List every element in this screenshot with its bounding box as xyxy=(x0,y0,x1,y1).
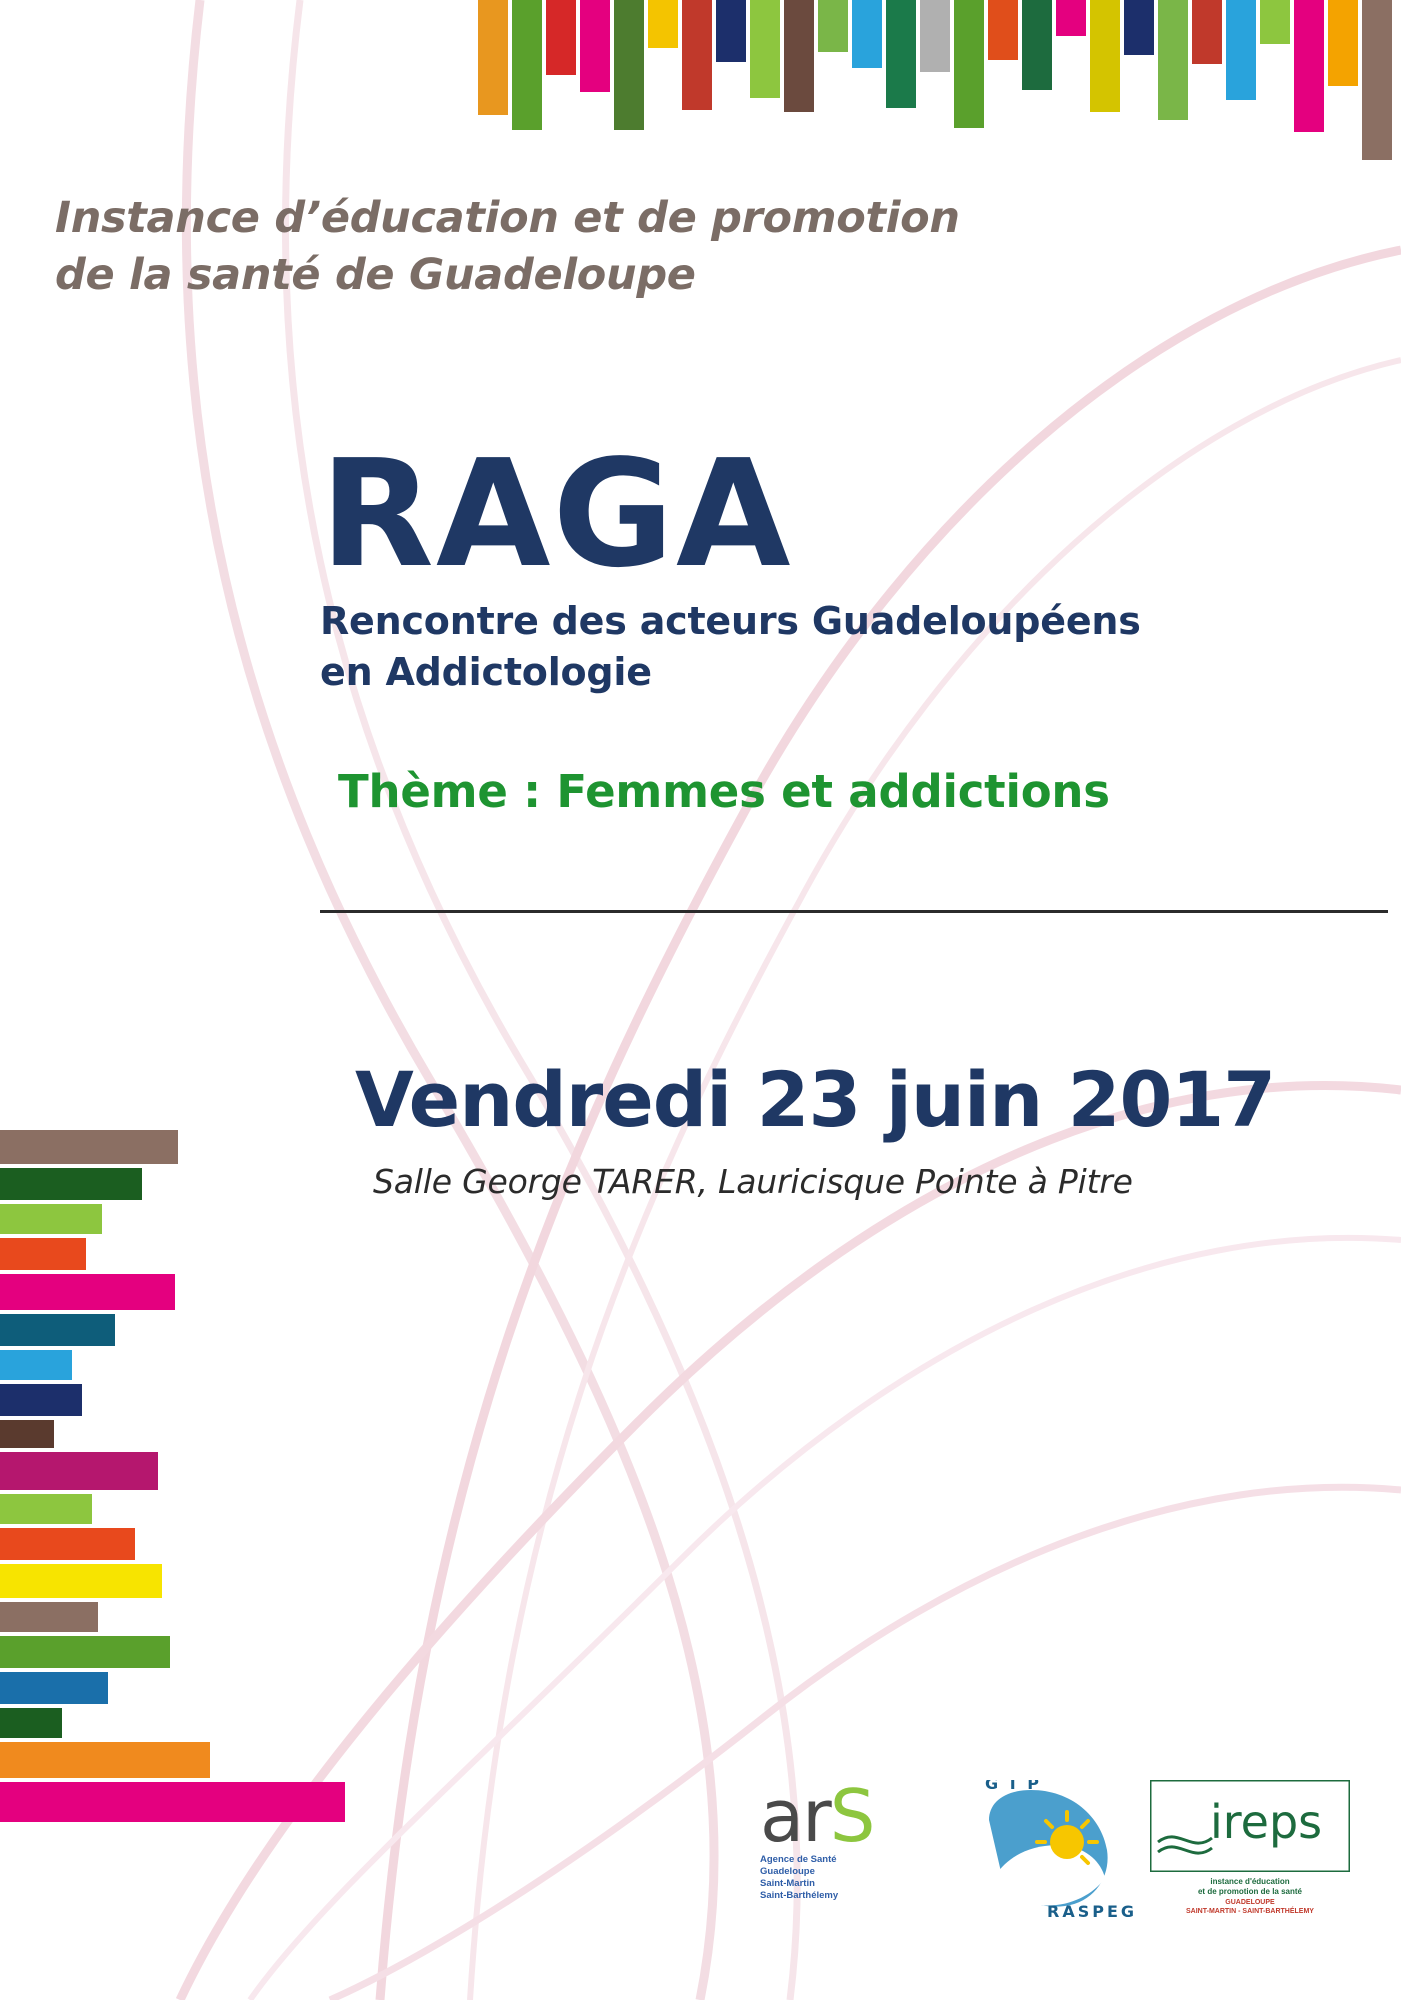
top-bar-17 xyxy=(1056,0,1086,36)
top-bar-23 xyxy=(1260,0,1290,44)
ireps-mark xyxy=(1150,1780,1350,1872)
ireps-wordmark: ireps xyxy=(1210,1795,1323,1849)
top-bar-26 xyxy=(1362,0,1392,160)
ars-letter-r: r xyxy=(802,1774,830,1858)
top-bar-15 xyxy=(988,0,1018,60)
gip-raspeg-logo xyxy=(975,1780,1135,1925)
left-bar-6 xyxy=(0,1350,72,1380)
left-bar-18 xyxy=(0,1782,345,1822)
left-bar-10 xyxy=(0,1494,92,1524)
left-bar-13 xyxy=(0,1602,98,1632)
event-subtitle-line2: en Addictologie xyxy=(320,649,652,694)
ireps-region-line2: SAINT-MARTIN - SAINT-BARTHÉLEMY xyxy=(1186,1907,1314,1915)
top-bar-3 xyxy=(580,0,610,92)
top-bar-11 xyxy=(852,0,882,68)
left-bar-4 xyxy=(0,1274,175,1310)
left-bar-2 xyxy=(0,1204,102,1234)
top-bar-7 xyxy=(716,0,746,62)
event-theme: Thème : Femmes et addictions xyxy=(338,765,1110,819)
date-venue-block xyxy=(355,1055,1395,1201)
organization-title-line2: de la santé de Guadeloupe xyxy=(55,250,696,301)
ireps-tagline-line1: instance d'éducation xyxy=(1210,1877,1290,1886)
ireps-tagline xyxy=(1150,1877,1350,1896)
organization-title-line1: Instance d’éducation et de promotion xyxy=(55,193,960,243)
top-bar-6 xyxy=(682,0,712,110)
left-bar-7 xyxy=(0,1384,82,1416)
top-bar-decoration xyxy=(0,0,1401,180)
event-acronym: RAGA xyxy=(320,428,793,600)
left-bar-15 xyxy=(0,1672,108,1704)
top-bar-21 xyxy=(1192,0,1222,64)
left-bar-12 xyxy=(0,1564,162,1598)
top-bar-2 xyxy=(546,0,576,75)
ars-letter-a: a xyxy=(760,1774,803,1858)
top-bar-8 xyxy=(750,0,780,98)
top-bar-18 xyxy=(1090,0,1120,112)
event-venue: Salle George TARER, Lauricisque Pointe à Pitre xyxy=(373,1162,1133,1201)
top-bar-12 xyxy=(886,0,916,108)
top-bar-14 xyxy=(954,0,984,128)
top-bar-9 xyxy=(784,0,814,112)
top-bar-20 xyxy=(1158,0,1188,120)
ars-tagline-line3: Saint-Martin xyxy=(760,1877,815,1889)
gip-text-right: RASPEG xyxy=(1047,1902,1135,1920)
ireps-region xyxy=(1150,1899,1350,1916)
top-bar-1 xyxy=(512,0,542,130)
ars-wordmark xyxy=(760,1774,874,1858)
left-bar-16 xyxy=(0,1708,62,1738)
left-bar-11 xyxy=(0,1528,135,1560)
top-bar-25 xyxy=(1328,0,1358,86)
left-bar-3 xyxy=(0,1238,86,1270)
top-bar-13 xyxy=(920,0,950,72)
ireps-logo xyxy=(1150,1780,1350,1916)
ars-tagline xyxy=(760,1854,873,1902)
top-bar-16 xyxy=(1022,0,1052,90)
ireps-region-line1: GUADELOUPE xyxy=(1225,1899,1275,1907)
top-bar-10 xyxy=(818,0,848,52)
gip-raspeg-mark xyxy=(975,1780,1135,1920)
top-bar-5 xyxy=(648,0,678,48)
left-bar-0 xyxy=(0,1130,178,1164)
top-bar-22 xyxy=(1226,0,1256,100)
top-bar-4 xyxy=(614,0,644,130)
logo-row xyxy=(760,1774,1360,1940)
left-bar-8 xyxy=(0,1420,54,1448)
event-date: Vendredi 23 juin 2017 xyxy=(355,1055,1276,1144)
ireps-tagline-line2: et de promotion de la santé xyxy=(1197,1886,1302,1896)
left-bar-decoration xyxy=(0,1130,360,2000)
main-title-block xyxy=(320,428,1390,819)
ars-tagline-line2: Guadeloupe xyxy=(760,1865,815,1877)
horizontal-divider xyxy=(320,910,1388,913)
organization-title xyxy=(55,190,1205,304)
left-bar-17 xyxy=(0,1742,210,1778)
gip-text-left: G I P xyxy=(985,1780,1042,1793)
left-bar-14 xyxy=(0,1636,170,1668)
left-bar-5 xyxy=(0,1314,115,1346)
top-bar-19 xyxy=(1124,0,1154,55)
ars-letter-s: S xyxy=(829,1774,874,1858)
left-bar-9 xyxy=(0,1452,158,1490)
ars-tagline-line1: Agence de Santé xyxy=(760,1854,837,1865)
top-bar-0 xyxy=(478,0,508,115)
left-bar-1 xyxy=(0,1168,142,1200)
ars-tagline-line4: Saint-Barthélemy xyxy=(760,1889,839,1901)
event-subtitle-line1: Rencontre des acteurs Guadeloupéens xyxy=(320,599,1141,643)
ars-logo xyxy=(760,1774,874,1902)
top-bar-24 xyxy=(1294,0,1324,132)
